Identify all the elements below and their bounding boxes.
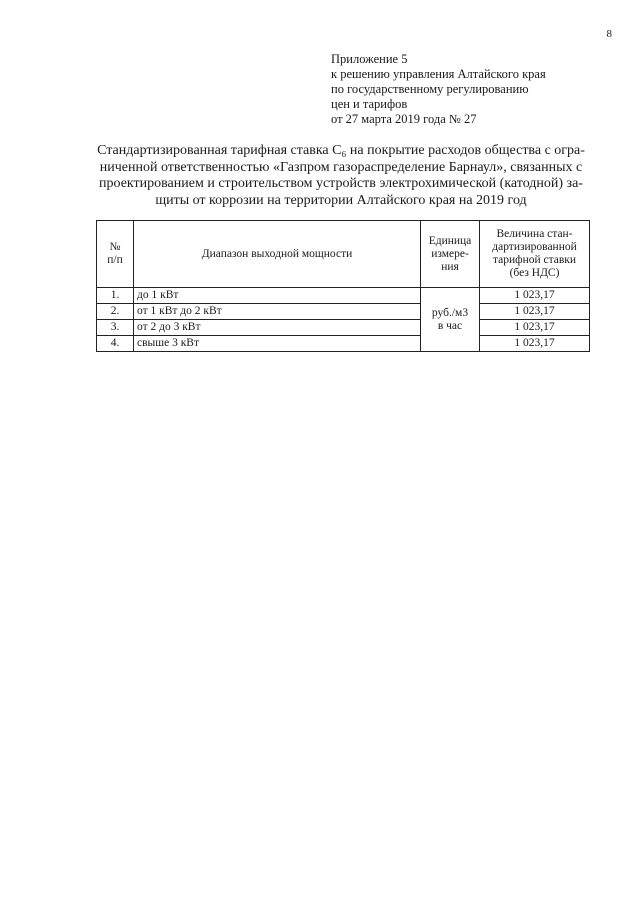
table-row bbox=[97, 288, 590, 304]
row-range: от 2 до 3 кВт bbox=[134, 320, 421, 336]
document-title bbox=[96, 143, 586, 209]
row-num: 4. bbox=[97, 336, 134, 352]
row-value: 1 023,17 bbox=[480, 304, 590, 320]
row-range: от 1 кВт до 2 кВт bbox=[134, 304, 421, 320]
row-num: 3. bbox=[97, 320, 134, 336]
row-value: 1 023,17 bbox=[480, 336, 590, 352]
title-line: проектированием и строительством устройств электрохимической (катодной) за- bbox=[99, 176, 583, 191]
title-line: Стандартизированная тарифная ставка C₆ на покрытие расходов общества с огра- bbox=[97, 143, 585, 158]
row-num: 2. bbox=[97, 304, 134, 320]
appendix-line: к решению управления Алтайского края bbox=[331, 67, 546, 81]
header-num: № п/п bbox=[97, 221, 134, 288]
appendix-line: Приложение 5 bbox=[331, 52, 408, 66]
row-num: 1. bbox=[97, 288, 134, 304]
table-row bbox=[97, 320, 590, 336]
unit-cell: руб./м3 в час bbox=[421, 288, 480, 352]
appendix-line: от 27 марта 2019 года № 27 bbox=[331, 112, 477, 126]
table-row bbox=[97, 336, 590, 352]
row-range: до 1 кВт bbox=[134, 288, 421, 304]
row-value: 1 023,17 bbox=[480, 320, 590, 336]
page-number: 8 bbox=[606, 28, 612, 40]
row-range: свыше 3 кВт bbox=[134, 336, 421, 352]
header-value: Величина стан- дартизированной тарифной ставки (без НДС) bbox=[480, 221, 590, 288]
table-row bbox=[97, 304, 590, 320]
header-unit: Единица измере- ния bbox=[421, 221, 480, 288]
title-line: ниченной ответственностью «Газпром газораспределение Барнаул», связанных с bbox=[99, 159, 583, 175]
appendix-line: по государственному регулированию bbox=[331, 82, 529, 96]
header-range: Диапазон выходной мощности bbox=[134, 221, 421, 288]
appendix-header bbox=[331, 52, 546, 127]
tariff-table bbox=[96, 220, 590, 352]
appendix-line: цен и тарифов bbox=[331, 97, 408, 111]
table-header-row bbox=[97, 221, 590, 288]
row-value: 1 023,17 bbox=[480, 288, 590, 304]
title-line: щиты от коррозии на территории Алтайского края на 2019 год bbox=[155, 192, 527, 208]
